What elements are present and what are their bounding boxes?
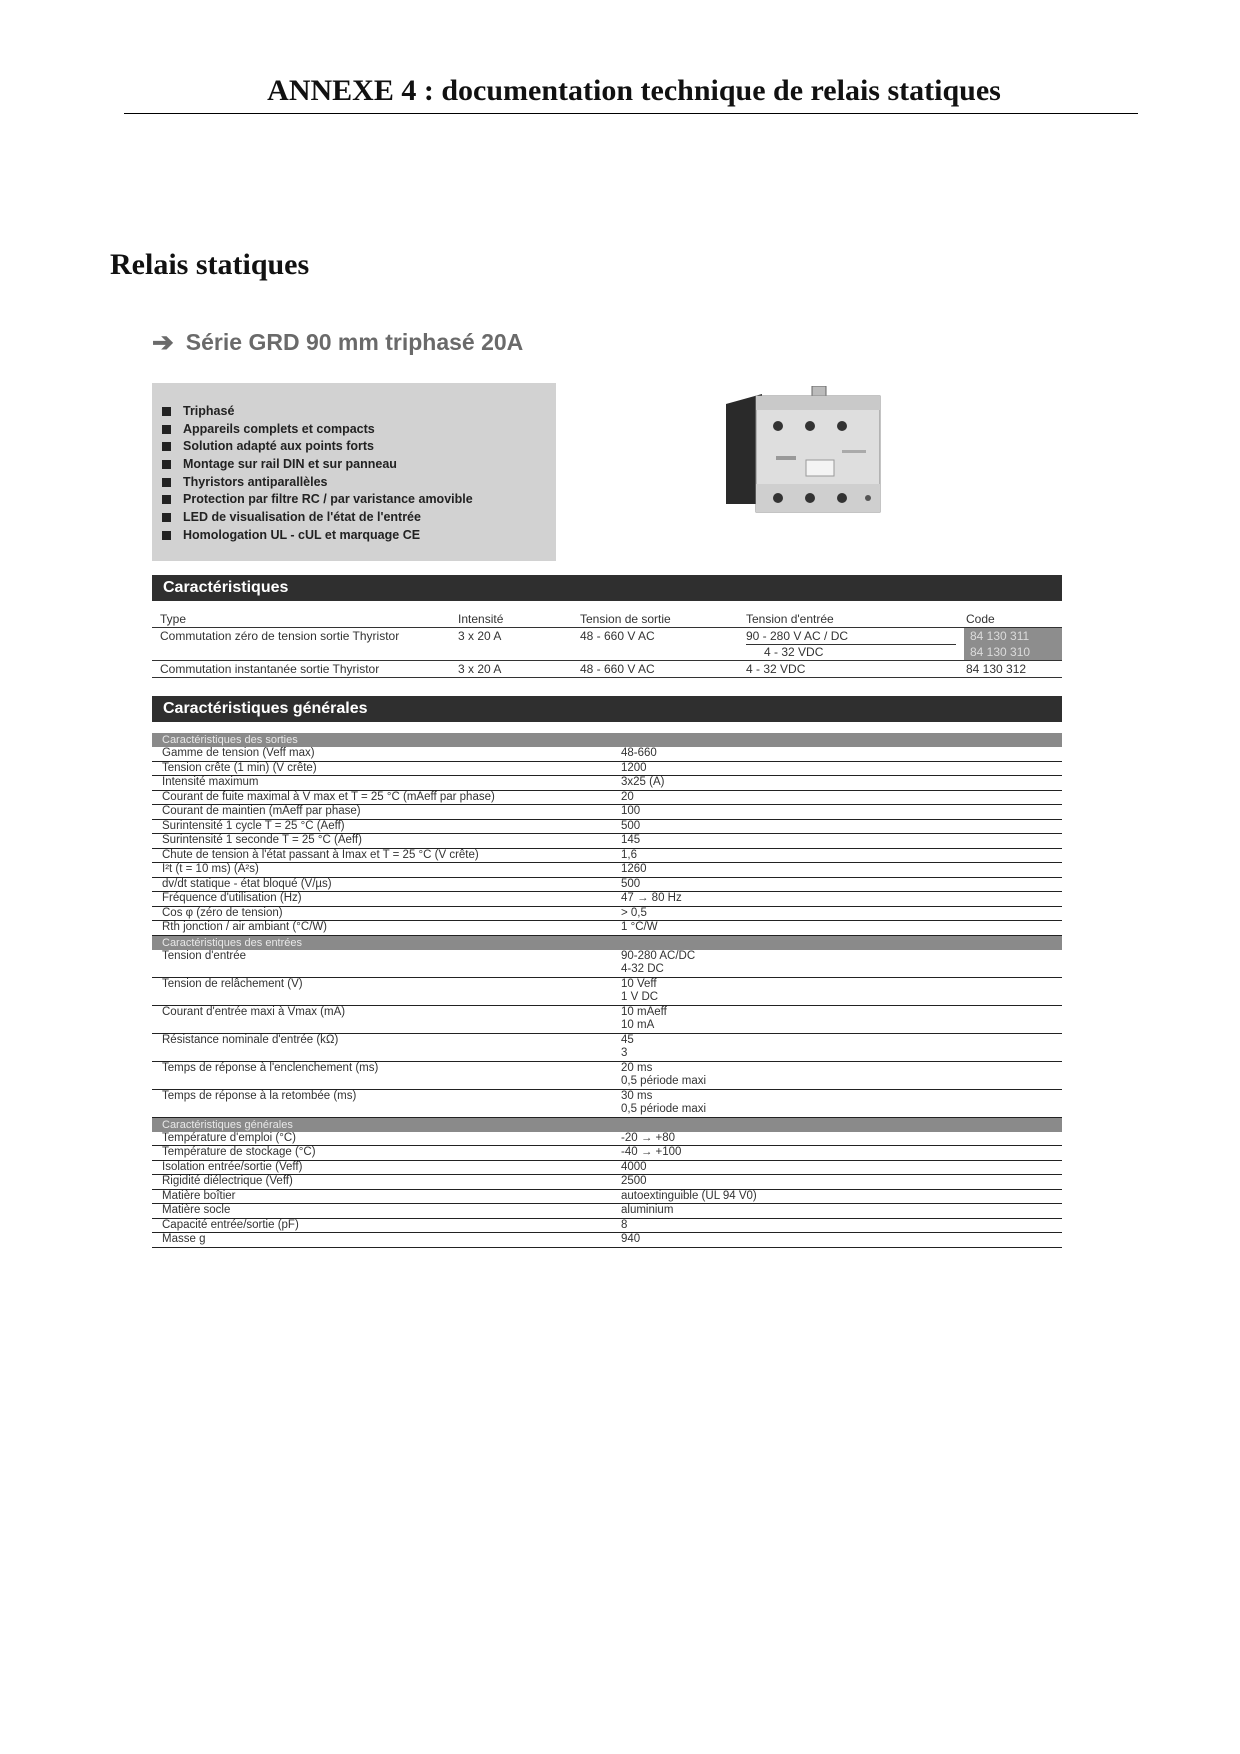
value-line: 10 mAeff xyxy=(621,1005,667,1018)
value-line: 47 → 80 Hz xyxy=(621,892,682,904)
row-label: Température de stockage (°C) xyxy=(162,1146,316,1158)
row-value xyxy=(621,1233,1062,1247)
value-line: aluminium xyxy=(621,1204,674,1216)
feature-item: Homologation UL - cUL et marquage CE xyxy=(162,527,556,545)
row-label: Résistance nominale d'entrée (kΩ) xyxy=(162,1033,339,1046)
generales-header: Caractéristiques générales xyxy=(152,696,1062,722)
value-line: 8 xyxy=(621,1218,628,1231)
feature-item: Thyristors antiparallèles xyxy=(162,474,556,492)
row-value xyxy=(621,1090,1062,1117)
value-line: 90-280 AC/DC xyxy=(621,949,696,962)
product-code: 84 130 311 xyxy=(964,628,1062,644)
row-label: Température d'emploi (°C) xyxy=(162,1131,296,1144)
value-line: 940 xyxy=(621,1233,641,1245)
table-row xyxy=(152,1146,1062,1161)
feature-item: Triphasé xyxy=(162,403,556,421)
row-value xyxy=(621,805,1062,819)
table-row xyxy=(152,1161,1062,1176)
table-row xyxy=(152,978,1062,1006)
row-value xyxy=(621,1204,1062,1218)
table-row xyxy=(152,1090,1062,1118)
row-value xyxy=(621,878,1062,892)
row-label: Masse g xyxy=(162,1233,206,1245)
square-bullet-icon xyxy=(162,531,171,540)
product-code: 84 130 310 xyxy=(964,644,1062,660)
row-value xyxy=(621,1175,1062,1189)
square-bullet-icon xyxy=(162,460,171,469)
table-row xyxy=(152,791,1062,806)
row-label: Matière socle xyxy=(162,1204,231,1216)
row-label: Courant d'entrée maxi à Vmax (mA) xyxy=(162,1005,346,1018)
value-line: 30 ms xyxy=(621,1089,653,1102)
value-line: 3x25 (A) xyxy=(621,776,665,788)
table-row xyxy=(152,762,1062,777)
row-label: dv/dt statique - état bloqué (V/µs) xyxy=(162,877,332,890)
caracteristiques-header: Caractéristiques xyxy=(152,575,1062,601)
row-value xyxy=(621,907,1062,921)
value-line: 100 xyxy=(621,805,641,817)
table-row xyxy=(152,820,1062,835)
table-section-header: Caractéristiques des sorties xyxy=(152,733,1062,747)
square-bullet-icon xyxy=(162,478,171,487)
table-row xyxy=(152,776,1062,791)
feature-item: Appareils complets et compacts xyxy=(162,421,556,439)
title-rule xyxy=(124,113,1138,114)
value-line: 2500 xyxy=(621,1175,647,1187)
table-row xyxy=(152,1034,1062,1062)
square-bullet-icon xyxy=(162,495,171,504)
row-label: Chute de tension à l'état passant à Imax et T = 25 °C (V crête) xyxy=(162,848,479,861)
square-bullet-icon xyxy=(162,513,171,522)
row-label: Capacité entrée/sortie (pF) xyxy=(162,1218,299,1231)
row-value xyxy=(621,820,1062,834)
column-header: Intensité xyxy=(458,612,504,626)
series-title: Série GRD 90 mm triphasé 20A xyxy=(185,329,524,355)
table-row xyxy=(152,1233,1062,1248)
value-line: 45 xyxy=(621,1033,634,1046)
row-value xyxy=(621,950,1062,977)
table-row xyxy=(152,1132,1062,1147)
arrow-right-icon: ➔ xyxy=(152,327,174,357)
square-bullet-icon xyxy=(162,425,171,434)
row-label: Fréquence d'utilisation (Hz) xyxy=(162,892,302,904)
value-line: 10 Veff xyxy=(621,977,657,990)
row-label: Tension d'entrée xyxy=(162,949,247,962)
value-line: 1260 xyxy=(621,863,647,875)
value-line: -40 → +100 xyxy=(621,1146,682,1158)
row-label: Rth jonction / air ambiant (°C/W) xyxy=(162,921,328,933)
value-line: 4000 xyxy=(621,1160,647,1173)
row-label: Cos φ (zéro de tension) xyxy=(162,906,283,919)
column-header: Type xyxy=(160,612,187,626)
row-label: Courant de fuite maximal à V max et T = 25 °C (mAeff par phase) xyxy=(162,790,495,803)
table-row xyxy=(152,1175,1062,1190)
table-row: Commutation instantanée sortie Thyristor 3 x 20 A 48 - 660 V AC 4 - 32 VDC 84 130 312 xyxy=(152,661,1062,678)
value-line: 1 °C/W xyxy=(621,921,658,933)
row-label: Intensité maximum xyxy=(162,776,259,788)
row-value xyxy=(621,978,1062,1005)
table-row xyxy=(152,834,1062,849)
value-line: > 0,5 xyxy=(621,906,647,919)
feature-item: Solution adapté aux points forts xyxy=(162,438,556,456)
table-row xyxy=(152,1190,1062,1205)
value-line: 10 mA xyxy=(621,1019,655,1031)
table-row xyxy=(152,849,1062,864)
value-line: 500 xyxy=(621,877,641,890)
row-value xyxy=(621,1006,1062,1033)
row-label: Matière boîtier xyxy=(162,1189,236,1202)
table-row xyxy=(152,921,1062,936)
table-header-row xyxy=(152,611,1062,628)
generales-table xyxy=(152,733,1062,1248)
feature-item: Montage sur rail DIN et sur panneau xyxy=(162,456,556,474)
row-value xyxy=(621,776,1062,790)
table-row xyxy=(152,1006,1062,1034)
table-row xyxy=(152,747,1062,762)
row-value xyxy=(621,863,1062,877)
value-line: 0,5 période maxi xyxy=(621,1103,707,1115)
table-row xyxy=(152,863,1062,878)
relay-product-image xyxy=(726,386,882,526)
square-bullet-icon xyxy=(162,442,171,451)
table-row: 4 - 32 VDC 84 130 310 xyxy=(152,644,1062,661)
row-label: Temps de réponse à l'enclenchement (ms) xyxy=(162,1061,379,1074)
value-line: 4-32 DC xyxy=(621,963,664,975)
row-label: Temps de réponse à la retombée (ms) xyxy=(162,1089,357,1102)
square-bullet-icon xyxy=(162,407,171,416)
table-row xyxy=(152,892,1062,907)
table-row xyxy=(152,907,1062,922)
table-section-header: Caractéristiques générales xyxy=(152,1118,1062,1132)
row-label: Isolation entrée/sortie (Veff) xyxy=(162,1160,303,1173)
feature-item: LED de visualisation de l'état de l'entrée xyxy=(162,509,556,527)
value-line: 145 xyxy=(621,834,641,846)
row-value xyxy=(621,892,1062,906)
row-value xyxy=(621,747,1062,761)
value-line: 1200 xyxy=(621,761,647,774)
table-row xyxy=(152,1204,1062,1219)
row-label: I²t (t = 10 ms) (A²s) xyxy=(162,863,259,875)
row-label: Courant de maintien (mAeff par phase) xyxy=(162,805,361,817)
table-row xyxy=(152,1062,1062,1090)
value-line: 0,5 période maxi xyxy=(621,1075,707,1087)
feature-item: Protection par filtre RC / par varistance amovible xyxy=(162,491,556,509)
table-section-header: Caractéristiques des entrées xyxy=(152,936,1062,950)
table-row xyxy=(152,950,1062,978)
row-label: Gamme de tension (Veff max) xyxy=(162,747,315,759)
row-value xyxy=(621,834,1062,848)
table-row xyxy=(152,1219,1062,1234)
product-code: 84 130 312 xyxy=(966,662,1027,676)
value-line: 1,6 xyxy=(621,848,637,861)
column-header: Tension de sortie xyxy=(580,612,671,626)
row-value xyxy=(621,1161,1062,1175)
value-line: 500 xyxy=(621,819,641,832)
table-row: Commutation zéro de tension sortie Thyristor 3 x 20 A 48 - 660 V AC 90 - 280 V AC / DC 84 130 311 xyxy=(152,628,1062,644)
feature-list xyxy=(152,383,556,561)
row-label: Tension de relâchement (V) xyxy=(162,977,303,990)
row-value xyxy=(621,1219,1062,1233)
row-value xyxy=(621,1146,1062,1160)
table-row xyxy=(152,878,1062,893)
row-value xyxy=(621,762,1062,776)
column-header: Tension d'entrée xyxy=(746,612,834,626)
value-line: -20 → +80 xyxy=(621,1131,676,1144)
page-title: ANNEXE 4 : documentation technique de relais statiques xyxy=(267,74,1001,107)
value-line: 1 V DC xyxy=(621,991,659,1003)
series-title-line xyxy=(152,327,523,358)
column-header: Code xyxy=(966,612,995,626)
row-label: Rigidité diélectrique (Veff) xyxy=(162,1175,293,1187)
value-line: 20 ms xyxy=(621,1061,653,1074)
section-heading: Relais statiques xyxy=(110,248,310,281)
caracteristiques-table xyxy=(152,611,1062,678)
row-value xyxy=(621,1132,1062,1146)
row-label: Tension crête (1 min) (V crête) xyxy=(162,761,317,774)
row-value xyxy=(621,1062,1062,1089)
row-value xyxy=(621,849,1062,863)
value-line: 48-660 xyxy=(621,747,657,759)
table-row xyxy=(152,805,1062,820)
value-line: 20 xyxy=(621,790,634,803)
row-label: Surintensité 1 cycle T = 25 °C (Aeff) xyxy=(162,819,345,832)
row-label: Surintensité 1 seconde T = 25 °C (Aeff) xyxy=(162,834,362,846)
value-line: autoextinguible (UL 94 V0) xyxy=(621,1189,757,1202)
row-value xyxy=(621,1034,1062,1061)
row-value xyxy=(621,791,1062,805)
row-value xyxy=(621,921,1062,935)
row-value xyxy=(621,1190,1062,1204)
value-line: 3 xyxy=(621,1047,628,1059)
